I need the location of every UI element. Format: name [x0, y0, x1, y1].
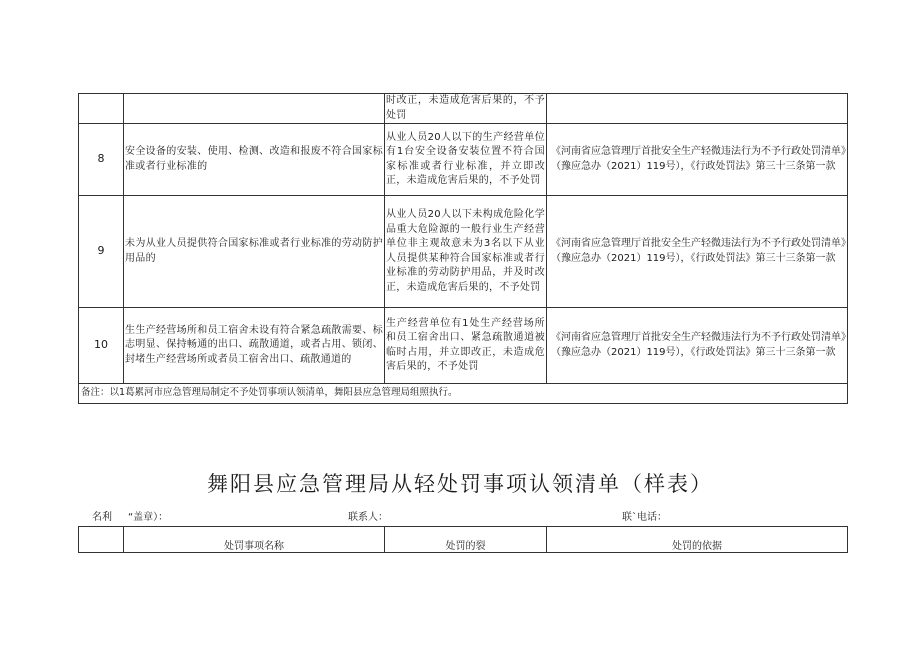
table-note: 备注：以1葛累河市应急管理局制定不予处罚事项认领清单，舞阳县应急管理局组照执行。 — [79, 384, 848, 404]
row-number: 10 — [79, 308, 124, 384]
header-item-name: 处罚事项名称 — [124, 527, 385, 553]
header-basis: 处罚的依据 — [547, 527, 848, 553]
exemption-condition: 从业人员20人以下未构成危险化学品重大危险源的一般行业生产经营单位非主观故意未为3名以下从业人员提供某种符合国家标准或者行业标准的劳动防护用品，并及时改正，未造成危害后果的，不予处罚 — [385, 196, 547, 308]
table-row — [79, 308, 848, 384]
exemption-table — [78, 93, 848, 404]
row-number — [79, 94, 124, 124]
table-header-row — [79, 527, 848, 553]
legal-basis: 《河南省应急管理厅首批安全生产轻微违法行为不予行政处罚清单》（豫应急办（2021）119号），《行政处罚法》第三十三条第一款 — [547, 308, 848, 384]
penalty-item: 安全设备的安装、使用、检测、改造和报废不符合国家标准或者行业标准的 — [124, 124, 385, 196]
page-title: 舞阳县应急管理局从轻处罚事项认领清单（样表） — [207, 472, 713, 496]
exemption-condition: 时改正，未造成危害后果的，不予处罚 — [385, 94, 547, 124]
header-blank — [79, 527, 124, 553]
row-number: 8 — [79, 124, 124, 196]
table-note-row — [79, 384, 848, 404]
exemption-condition: 从业人员20人以下的生产经营单位有1台安全设备安装位置不符合国家标准或者行业标准，并立即改正，未造成危害后果的，不予处罚 — [385, 124, 547, 196]
penalty-item: 生生产经营场所和员工宿舍未设有符合紧急疏散需要、标志明显、保持畅通的出口、疏散通道，或者占用、锁闭、封堵生产经营场所或者员工宿舍出口、疏散通道的 — [124, 308, 385, 384]
org-name-label: 名利 — [92, 512, 112, 523]
legal-basis: 《河南省应急管理厅首批安全生产轻微违法行为不予行政处罚清单》（豫应急办（2021）119号），《行政处罚法》第三十三条第一款 — [547, 196, 848, 308]
phone-label: 联`电话： — [622, 512, 667, 523]
row-number: 9 — [79, 196, 124, 308]
table-row — [79, 94, 848, 124]
legal-basis — [547, 94, 848, 124]
seal-label: “盖章）： — [128, 512, 169, 523]
table-row — [79, 124, 848, 196]
contact-label: 联系人： — [348, 512, 388, 523]
legal-basis: 《河南省应急管理厅首批安全生产轻微违法行为不予行政处罚清单》（豫应急办（2021）119号），《行政处罚法》第三十三条第一款 — [547, 124, 848, 196]
header-condition: 处罚的裂 — [385, 527, 547, 553]
table-row — [79, 196, 848, 308]
penalty-item: 未为从业人员提供符合国家标准或者行业标准的劳动防护用品的 — [124, 196, 385, 308]
mitigation-table — [78, 526, 848, 553]
penalty-item — [124, 94, 385, 124]
exemption-condition: 生产经营单位有1处生产经营场所和员工宿舍出口、紧急疏散通道被临时占用，并立即改正，未造成危害后果的，不予处罚 — [385, 308, 547, 384]
